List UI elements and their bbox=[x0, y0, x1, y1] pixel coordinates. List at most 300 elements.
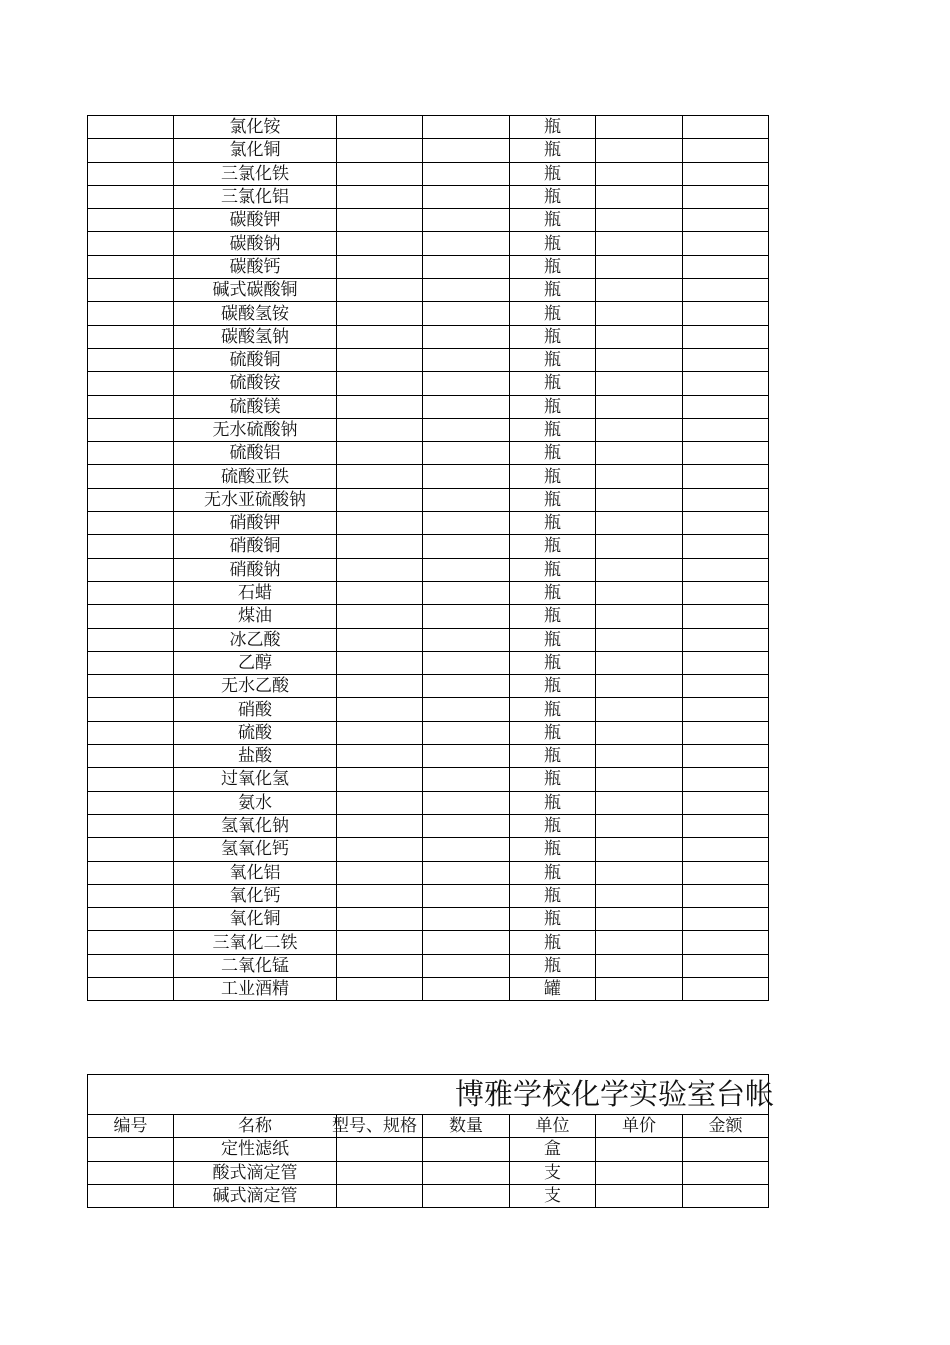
cell-name: 三氯化铝 bbox=[174, 185, 337, 208]
cell-id bbox=[88, 465, 174, 488]
inventory-row bbox=[88, 442, 769, 465]
inventory-row bbox=[88, 745, 769, 768]
inventory-row bbox=[88, 884, 769, 907]
cell-unit: 瓶 bbox=[510, 209, 596, 232]
cell-unit: 瓶 bbox=[510, 605, 596, 628]
cell-qty bbox=[423, 675, 510, 698]
cell-id bbox=[88, 977, 174, 1000]
cell-amount bbox=[683, 745, 769, 768]
cell-qty bbox=[423, 791, 510, 814]
cell-name: 过氧化氢 bbox=[174, 768, 337, 791]
cell-price bbox=[596, 512, 683, 535]
cell-unit: 瓶 bbox=[510, 558, 596, 581]
cell-id bbox=[88, 814, 174, 837]
cell-unit: 瓶 bbox=[510, 162, 596, 185]
cell-price bbox=[596, 931, 683, 954]
cell-qty bbox=[423, 1184, 510, 1207]
cell-name: 石蜡 bbox=[174, 581, 337, 604]
cell-amount bbox=[683, 372, 769, 395]
cell-price bbox=[596, 768, 683, 791]
cell-id bbox=[88, 302, 174, 325]
cell-price bbox=[596, 605, 683, 628]
cell-name: 硝酸钾 bbox=[174, 512, 337, 535]
cell-name: 氯化铜 bbox=[174, 139, 337, 162]
cell-id bbox=[88, 209, 174, 232]
cell-qty bbox=[423, 605, 510, 628]
cell-price bbox=[596, 348, 683, 371]
inventory-row bbox=[88, 255, 769, 278]
header-qty: 数量 bbox=[423, 1115, 510, 1138]
cell-price bbox=[596, 861, 683, 884]
cell-price bbox=[596, 977, 683, 1000]
ledger-row bbox=[88, 1161, 769, 1184]
ledger-row bbox=[88, 1138, 769, 1161]
cell-name: 硫酸铵 bbox=[174, 372, 337, 395]
cell-amount bbox=[683, 418, 769, 441]
cell-qty bbox=[423, 651, 510, 674]
cell-spec bbox=[337, 675, 423, 698]
inventory-row bbox=[88, 721, 769, 744]
inventory-row bbox=[88, 488, 769, 511]
cell-qty bbox=[423, 209, 510, 232]
cell-price bbox=[596, 698, 683, 721]
cell-spec bbox=[337, 395, 423, 418]
cell-name: 煤油 bbox=[174, 605, 337, 628]
cell-name: 氢氧化钠 bbox=[174, 814, 337, 837]
cell-price bbox=[596, 581, 683, 604]
cell-spec bbox=[337, 1138, 423, 1161]
cell-price bbox=[596, 372, 683, 395]
cell-name: 二氧化锰 bbox=[174, 954, 337, 977]
cell-price bbox=[596, 628, 683, 651]
cell-price bbox=[596, 255, 683, 278]
cell-price bbox=[596, 1161, 683, 1184]
cell-spec bbox=[337, 325, 423, 348]
cell-qty bbox=[423, 581, 510, 604]
cell-unit: 瓶 bbox=[510, 535, 596, 558]
cell-amount bbox=[683, 395, 769, 418]
cell-price bbox=[596, 442, 683, 465]
cell-unit: 瓶 bbox=[510, 675, 596, 698]
cell-name: 硫酸铝 bbox=[174, 442, 337, 465]
cell-qty bbox=[423, 442, 510, 465]
cell-name: 氯化铵 bbox=[174, 116, 337, 139]
cell-id bbox=[88, 651, 174, 674]
cell-name: 硝酸铜 bbox=[174, 535, 337, 558]
inventory-table-body bbox=[88, 116, 769, 1001]
header-unit: 单位 bbox=[510, 1115, 596, 1138]
cell-name: 氨水 bbox=[174, 791, 337, 814]
cell-id bbox=[88, 279, 174, 302]
cell-id bbox=[88, 395, 174, 418]
cell-id bbox=[88, 116, 174, 139]
ledger-title: 博雅学校化学实验室台帐 bbox=[455, 1077, 775, 1111]
inventory-row bbox=[88, 302, 769, 325]
cell-price bbox=[596, 651, 683, 674]
cell-spec bbox=[337, 721, 423, 744]
cell-spec bbox=[337, 442, 423, 465]
header-spec bbox=[332, 1115, 423, 1138]
cell-amount bbox=[683, 488, 769, 511]
cell-spec bbox=[337, 954, 423, 977]
cell-unit: 瓶 bbox=[510, 838, 596, 861]
cell-spec bbox=[337, 581, 423, 604]
cell-id bbox=[88, 255, 174, 278]
cell-id bbox=[88, 884, 174, 907]
cell-name: 碱式滴定管 bbox=[174, 1184, 337, 1207]
cell-amount bbox=[683, 302, 769, 325]
cell-name: 无水乙酸 bbox=[174, 675, 337, 698]
cell-price bbox=[596, 721, 683, 744]
cell-name: 碳酸氢铵 bbox=[174, 302, 337, 325]
cell-id bbox=[88, 581, 174, 604]
cell-id bbox=[88, 605, 174, 628]
cell-price bbox=[596, 675, 683, 698]
cell-amount bbox=[683, 185, 769, 208]
cell-amount bbox=[683, 768, 769, 791]
cell-amount bbox=[683, 535, 769, 558]
ledger-row bbox=[88, 1184, 769, 1207]
cell-qty bbox=[423, 558, 510, 581]
cell-name: 硫酸镁 bbox=[174, 395, 337, 418]
cell-name: 碳酸钠 bbox=[174, 232, 337, 255]
cell-unit: 瓶 bbox=[510, 372, 596, 395]
cell-amount bbox=[683, 325, 769, 348]
cell-id bbox=[88, 348, 174, 371]
cell-unit: 瓶 bbox=[510, 442, 596, 465]
cell-unit: 支 bbox=[510, 1161, 596, 1184]
cell-id bbox=[88, 162, 174, 185]
cell-spec bbox=[337, 768, 423, 791]
cell-spec bbox=[337, 605, 423, 628]
cell-amount bbox=[683, 791, 769, 814]
cell-unit: 瓶 bbox=[510, 279, 596, 302]
cell-unit: 瓶 bbox=[510, 908, 596, 931]
cell-id bbox=[88, 418, 174, 441]
cell-id bbox=[88, 325, 174, 348]
cell-name: 酸式滴定管 bbox=[174, 1161, 337, 1184]
cell-id bbox=[88, 861, 174, 884]
cell-id bbox=[88, 791, 174, 814]
cell-qty bbox=[423, 232, 510, 255]
cell-unit: 瓶 bbox=[510, 628, 596, 651]
cell-spec bbox=[337, 628, 423, 651]
cell-spec bbox=[337, 488, 423, 511]
cell-price bbox=[596, 465, 683, 488]
cell-amount bbox=[683, 931, 769, 954]
cell-spec bbox=[337, 279, 423, 302]
cell-amount bbox=[683, 512, 769, 535]
cell-unit: 瓶 bbox=[510, 581, 596, 604]
cell-qty bbox=[423, 814, 510, 837]
cell-qty bbox=[423, 116, 510, 139]
inventory-row bbox=[88, 651, 769, 674]
cell-price bbox=[596, 1138, 683, 1161]
cell-price bbox=[596, 908, 683, 931]
cell-spec bbox=[337, 651, 423, 674]
cell-unit: 瓶 bbox=[510, 139, 596, 162]
inventory-row bbox=[88, 698, 769, 721]
cell-unit: 瓶 bbox=[510, 185, 596, 208]
inventory-row bbox=[88, 581, 769, 604]
cell-price bbox=[596, 558, 683, 581]
header-price: 单价 bbox=[596, 1115, 683, 1138]
cell-id bbox=[88, 721, 174, 744]
cell-name: 硝酸 bbox=[174, 698, 337, 721]
cell-id bbox=[88, 139, 174, 162]
cell-unit: 瓶 bbox=[510, 698, 596, 721]
cell-spec bbox=[337, 838, 423, 861]
inventory-row bbox=[88, 558, 769, 581]
cell-spec bbox=[337, 698, 423, 721]
cell-unit: 瓶 bbox=[510, 954, 596, 977]
cell-amount bbox=[683, 1138, 769, 1161]
cell-name: 硫酸 bbox=[174, 721, 337, 744]
inventory-row bbox=[88, 791, 769, 814]
cell-price bbox=[596, 116, 683, 139]
cell-spec bbox=[337, 1184, 423, 1207]
cell-name: 碳酸氢钠 bbox=[174, 325, 337, 348]
cell-price bbox=[596, 325, 683, 348]
cell-qty bbox=[423, 768, 510, 791]
cell-qty bbox=[423, 488, 510, 511]
inventory-row bbox=[88, 162, 769, 185]
cell-spec bbox=[337, 302, 423, 325]
cell-spec bbox=[337, 139, 423, 162]
cell-price bbox=[596, 139, 683, 162]
cell-amount bbox=[683, 1161, 769, 1184]
cell-price bbox=[596, 418, 683, 441]
cell-qty bbox=[423, 185, 510, 208]
inventory-row bbox=[88, 954, 769, 977]
cell-qty bbox=[423, 372, 510, 395]
inventory-row bbox=[88, 185, 769, 208]
ledger-title-row bbox=[87, 1074, 775, 1114]
cell-qty bbox=[423, 465, 510, 488]
cell-amount bbox=[683, 954, 769, 977]
cell-unit: 瓶 bbox=[510, 791, 596, 814]
cell-price bbox=[596, 814, 683, 837]
cell-spec bbox=[337, 418, 423, 441]
inventory-row bbox=[88, 908, 769, 931]
cell-qty bbox=[423, 255, 510, 278]
cell-unit: 瓶 bbox=[510, 232, 596, 255]
inventory-table bbox=[87, 115, 769, 1001]
cell-price bbox=[596, 954, 683, 977]
cell-price bbox=[596, 1184, 683, 1207]
cell-name: 盐酸 bbox=[174, 745, 337, 768]
cell-name: 定性滤纸 bbox=[174, 1138, 337, 1161]
cell-amount bbox=[683, 232, 769, 255]
cell-spec bbox=[337, 255, 423, 278]
inventory-row bbox=[88, 512, 769, 535]
cell-qty bbox=[423, 1138, 510, 1161]
cell-qty bbox=[423, 302, 510, 325]
cell-unit: 瓶 bbox=[510, 512, 596, 535]
cell-qty bbox=[423, 535, 510, 558]
header-spec-label: 型号、规格 bbox=[332, 1116, 417, 1137]
cell-qty bbox=[423, 395, 510, 418]
cell-id bbox=[88, 535, 174, 558]
cell-name: 冰乙酸 bbox=[174, 628, 337, 651]
cell-spec bbox=[337, 977, 423, 1000]
cell-id bbox=[88, 512, 174, 535]
cell-unit: 瓶 bbox=[510, 884, 596, 907]
cell-price bbox=[596, 232, 683, 255]
cell-qty bbox=[423, 838, 510, 861]
cell-amount bbox=[683, 908, 769, 931]
cell-amount bbox=[683, 581, 769, 604]
cell-id bbox=[88, 675, 174, 698]
cell-name: 碳酸钙 bbox=[174, 255, 337, 278]
cell-amount bbox=[683, 651, 769, 674]
cell-amount bbox=[683, 1184, 769, 1207]
cell-amount bbox=[683, 558, 769, 581]
cell-amount bbox=[683, 348, 769, 371]
cell-amount bbox=[683, 628, 769, 651]
cell-price bbox=[596, 302, 683, 325]
cell-qty bbox=[423, 721, 510, 744]
cell-qty bbox=[423, 418, 510, 441]
cell-qty bbox=[423, 162, 510, 185]
inventory-row bbox=[88, 675, 769, 698]
cell-price bbox=[596, 884, 683, 907]
cell-amount bbox=[683, 814, 769, 837]
cell-spec bbox=[337, 162, 423, 185]
cell-amount bbox=[683, 255, 769, 278]
inventory-row bbox=[88, 838, 769, 861]
cell-spec bbox=[337, 116, 423, 139]
cell-unit: 瓶 bbox=[510, 768, 596, 791]
cell-id bbox=[88, 185, 174, 208]
header-name: 名称 bbox=[174, 1115, 337, 1138]
cell-price bbox=[596, 162, 683, 185]
cell-qty bbox=[423, 1161, 510, 1184]
cell-qty bbox=[423, 884, 510, 907]
cell-amount bbox=[683, 675, 769, 698]
cell-unit: 瓶 bbox=[510, 745, 596, 768]
cell-price bbox=[596, 745, 683, 768]
inventory-row bbox=[88, 139, 769, 162]
cell-spec bbox=[337, 861, 423, 884]
cell-price bbox=[596, 838, 683, 861]
inventory-row bbox=[88, 628, 769, 651]
cell-name: 硫酸亚铁 bbox=[174, 465, 337, 488]
cell-id bbox=[88, 558, 174, 581]
cell-id bbox=[88, 954, 174, 977]
cell-name: 碳酸钾 bbox=[174, 209, 337, 232]
cell-name: 无水硫酸钠 bbox=[174, 418, 337, 441]
inventory-row bbox=[88, 116, 769, 139]
cell-spec bbox=[337, 185, 423, 208]
cell-unit: 瓶 bbox=[510, 931, 596, 954]
cell-id bbox=[88, 1138, 174, 1161]
cell-unit: 盒 bbox=[510, 1138, 596, 1161]
cell-spec bbox=[337, 745, 423, 768]
inventory-row bbox=[88, 395, 769, 418]
cell-id bbox=[88, 908, 174, 931]
ledger-table bbox=[87, 1114, 769, 1208]
cell-unit: 瓶 bbox=[510, 395, 596, 418]
cell-unit: 瓶 bbox=[510, 488, 596, 511]
inventory-row bbox=[88, 325, 769, 348]
cell-price bbox=[596, 535, 683, 558]
cell-qty bbox=[423, 698, 510, 721]
cell-name: 氧化铝 bbox=[174, 861, 337, 884]
header-id: 编号 bbox=[88, 1115, 174, 1138]
cell-name: 硝酸钠 bbox=[174, 558, 337, 581]
cell-qty bbox=[423, 512, 510, 535]
cell-unit: 罐 bbox=[510, 977, 596, 1000]
cell-name: 氧化钙 bbox=[174, 884, 337, 907]
cell-spec bbox=[337, 931, 423, 954]
cell-id bbox=[88, 628, 174, 651]
inventory-row bbox=[88, 605, 769, 628]
cell-id bbox=[88, 698, 174, 721]
cell-unit: 瓶 bbox=[510, 814, 596, 837]
cell-qty bbox=[423, 325, 510, 348]
cell-id bbox=[88, 1161, 174, 1184]
cell-spec bbox=[337, 558, 423, 581]
cell-spec bbox=[337, 232, 423, 255]
cell-unit: 瓶 bbox=[510, 861, 596, 884]
cell-id bbox=[88, 372, 174, 395]
cell-amount bbox=[683, 838, 769, 861]
inventory-row bbox=[88, 372, 769, 395]
cell-amount bbox=[683, 977, 769, 1000]
cell-qty bbox=[423, 977, 510, 1000]
inventory-row bbox=[88, 861, 769, 884]
cell-amount bbox=[683, 209, 769, 232]
cell-id bbox=[88, 745, 174, 768]
cell-name: 三氯化铁 bbox=[174, 162, 337, 185]
cell-price bbox=[596, 209, 683, 232]
inventory-row bbox=[88, 535, 769, 558]
cell-id bbox=[88, 931, 174, 954]
cell-qty bbox=[423, 348, 510, 371]
cell-name: 氢氧化钙 bbox=[174, 838, 337, 861]
cell-amount bbox=[683, 884, 769, 907]
cell-name: 无水亚硫酸钠 bbox=[174, 488, 337, 511]
inventory-row bbox=[88, 348, 769, 371]
header-amount: 金额 bbox=[683, 1115, 769, 1138]
cell-amount bbox=[683, 465, 769, 488]
cell-amount bbox=[683, 605, 769, 628]
cell-name: 氧化铜 bbox=[174, 908, 337, 931]
cell-spec bbox=[337, 512, 423, 535]
inventory-row bbox=[88, 931, 769, 954]
cell-unit: 瓶 bbox=[510, 325, 596, 348]
ledger-table-body bbox=[88, 1138, 769, 1208]
cell-qty bbox=[423, 745, 510, 768]
ledger-section bbox=[87, 1074, 775, 1207]
cell-name: 工业酒精 bbox=[174, 977, 337, 1000]
cell-qty bbox=[423, 931, 510, 954]
cell-spec bbox=[337, 209, 423, 232]
inventory-row bbox=[88, 814, 769, 837]
cell-price bbox=[596, 791, 683, 814]
cell-unit: 瓶 bbox=[510, 116, 596, 139]
ledger-header-row bbox=[88, 1115, 769, 1138]
cell-amount bbox=[683, 116, 769, 139]
cell-spec bbox=[337, 791, 423, 814]
cell-spec bbox=[337, 535, 423, 558]
cell-name: 三氧化二铁 bbox=[174, 931, 337, 954]
cell-qty bbox=[423, 908, 510, 931]
cell-price bbox=[596, 395, 683, 418]
cell-unit: 瓶 bbox=[510, 465, 596, 488]
cell-name: 硫酸铜 bbox=[174, 348, 337, 371]
